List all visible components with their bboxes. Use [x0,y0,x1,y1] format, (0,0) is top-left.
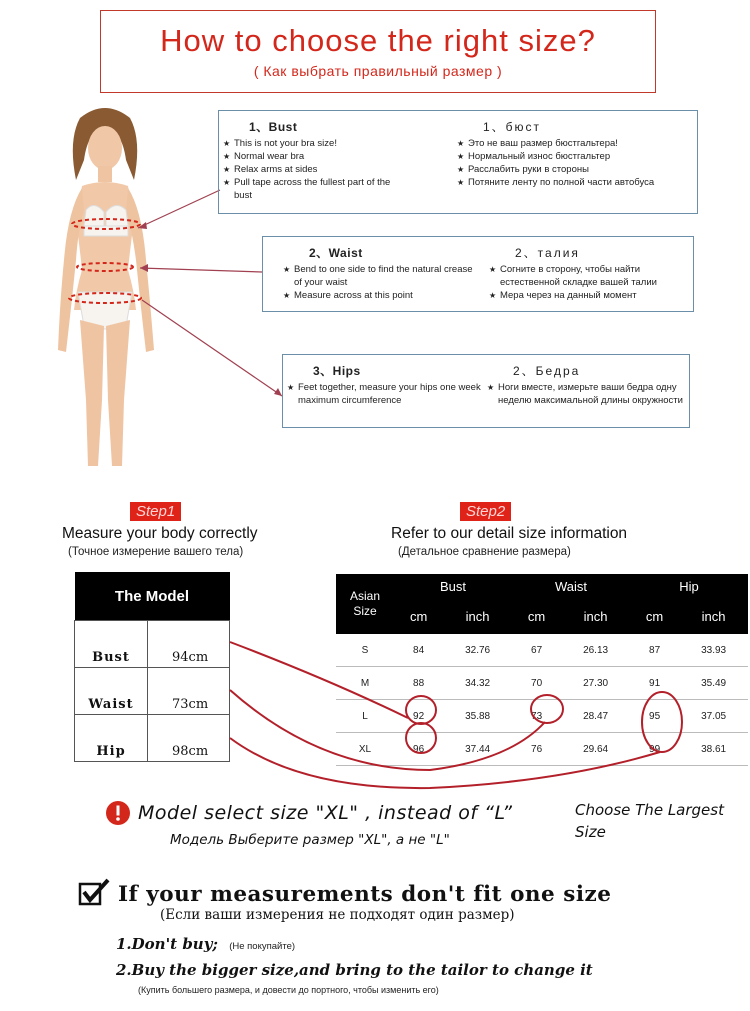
cell: 99 [630,733,679,766]
waist-en-item: ★ Measure across at this point [283,289,483,302]
unit-header: inch [679,598,748,634]
unit-header: inch [561,598,630,634]
alert-icon [105,800,131,826]
waist-ru-heading: 2、талия [515,246,580,260]
cell: 29.64 [561,733,630,766]
step2-subtitle: (Детальное сравнение размера) [398,546,571,558]
cell: 67 [512,634,561,667]
cell: 26.13 [561,634,630,667]
cell: M [336,667,394,700]
tip-bigger-size-ru: (Купить большего размера, и довести до портного, чтобы изменить его) [138,985,439,995]
step2-title: Refer to our detail size information [391,525,628,542]
tip-dont-buy [116,935,295,953]
table-row [336,667,748,700]
group-header-bust: Bust [394,574,512,598]
bust-ru-item: ★ Расслабить руки в стороны [457,163,697,176]
cell: 88 [394,667,443,700]
cell: 34.32 [443,667,512,700]
cell: 32.76 [443,634,512,667]
unit-header: cm [512,598,561,634]
cell: 73 [512,700,561,733]
unit-header: cm [630,598,679,634]
group-header-hip: Hip [630,574,748,598]
model-label-bust: Bust [75,621,148,668]
cell: 35.88 [443,700,512,733]
bust-en-item: ★ Normal wear bra [223,150,451,163]
choose-largest-note [575,799,724,843]
hips-ru-column [487,365,687,407]
hips-en-heading: 3、Hips [313,364,361,378]
bust-ru-item: ★ Это не ваш размер бюстгальтера! [457,137,697,150]
table-row [75,668,230,715]
step1-tag: Step1 [130,502,181,521]
checkbox-checked-icon [78,878,110,908]
cell: 28.47 [561,700,630,733]
bust-en-item: ★ Relax arms at sides [223,163,451,176]
cell: 37.44 [443,733,512,766]
waist-en-column [283,247,483,302]
bust-instructions [218,110,698,214]
table-row [75,715,230,762]
table-row [336,733,748,766]
cell: 92 [394,700,443,733]
cell: 37.05 [679,700,748,733]
cell: 70 [512,667,561,700]
bust-en-item: ★ This is not your bra size! [223,137,451,150]
tip-dont-buy-ru: (Не покупайте) [229,941,296,952]
size-note-ru: Модель Выберите размер "XL", а не "L" [170,832,450,848]
bust-ru-column [457,121,697,189]
model-value-waist: 73cm [148,668,230,715]
table-row [75,621,230,668]
waist-en-item: ★ Bend to one side to find the natural crease of your waist [283,263,483,289]
step1-title: Measure your body correctly [62,525,258,542]
cell: 84 [394,634,443,667]
bust-en-heading: 1、Bust [249,120,298,134]
table-row [336,700,748,733]
page-title: How to choose the right size? [160,23,596,58]
tip-dont-buy-text: 1.Don't buy; [116,935,218,953]
model-table-header: The Model [75,572,230,621]
bust-en-column [223,121,451,202]
model-value-hip: 98cm [148,715,230,762]
choose-largest-line2: Size [575,823,606,841]
cell: 27.30 [561,667,630,700]
bust-ru-item: ★ Потяните ленту по полной части автобуса [457,176,697,189]
cell: S [336,634,394,667]
cell: 35.49 [679,667,748,700]
hips-ru-heading: 2、Бедра [513,364,581,378]
waist-ru-column [489,247,693,302]
hips-en-item: ★ Feet together, measure your hips one week maximum circumference [287,381,483,407]
cell: 76 [512,733,561,766]
hips-ru-item: ★ Ноги вместе, измерьте ваши бедра одну неделю максимальной длины окружности [487,381,687,407]
unit-header: cm [394,598,443,634]
waist-ru-item: ★ Мера через на данный момент [489,289,693,302]
cell: 38.61 [679,733,748,766]
cell: 33.93 [679,634,748,667]
table-row [336,634,748,667]
waist-en-heading: 2、Waist [309,246,363,260]
step1-subtitle: (Точное измерение вашего тела) [68,546,244,558]
bust-en-item: ★ Pull tape across the fullest part of the bust [223,176,410,202]
size-note: Model select size "XL" , instead of “L” [138,802,513,824]
model-value-bust: 94cm [148,621,230,668]
tip-bigger-size: 2.Buy the bigger size,and bring to the tailor to change it [116,961,593,979]
fit-subtitle: (Если ваши измерения не подходят один размер) [160,907,515,923]
fit-title: If your measurements don't fit one size [118,882,612,907]
hips-en-column [287,365,483,407]
size-column-header: Asian Size [336,574,394,634]
waist-ru-item: ★ Согните в сторону, чтобы найти естественной складке вашей талии [489,263,693,289]
bust-ru-item: ★ Нормальный износ бюстгальтер [457,150,697,163]
model-label-waist: Waist [75,668,148,715]
cell: 95 [630,700,679,733]
bust-ru-heading: 1、бюст [483,120,542,134]
cell: 87 [630,634,679,667]
unit-header: inch [443,598,512,634]
hips-instructions [282,354,690,428]
size-chart-table [336,574,748,766]
cell: 96 [394,733,443,766]
group-header-waist: Waist [512,574,630,598]
cell: XL [336,733,394,766]
model-label-hip: Hip [75,715,148,762]
cell: 91 [630,667,679,700]
waist-instructions [262,236,694,312]
choose-largest-line1: Choose The Largest [575,801,724,819]
cell: L [336,700,394,733]
model-measurements-table [74,572,230,762]
step2-tag: Step2 [460,502,511,521]
page-subtitle: ( Как выбрать правильный размер ) [253,63,503,79]
